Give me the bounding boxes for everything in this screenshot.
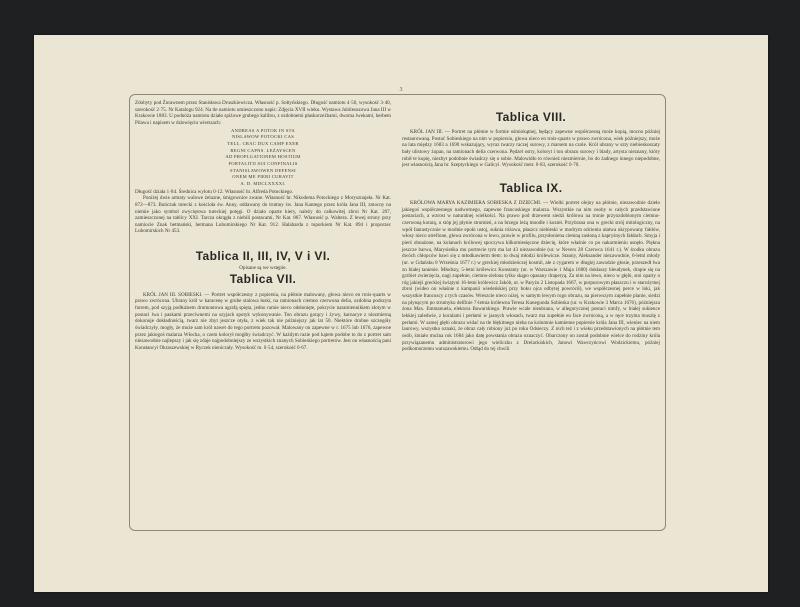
paragraph-tablica-9: KRÓLOWA MARYA KAZIMIERA SOBIESKA Z DZIECMI. — Wielki portret olejny na płótnie, niezawodnie dzieło jakiegoś współczesnego nadwornego, zapewne francuskiego malarza. Wszystkie na nim osoby w całych przedstawione postaciach, a wzrost w naturalnej wielkości. Na prawo pod drzewem siedzi królowa na tronie przyozdobionym ciemno-czerwoną kotarą, u stóp jej płynie strumień, a na brzegu leżą mnodle i kozieł. Przybrana ona w grecki strój mitologiczny, na wpół fantastycznie w modnie epoki ustoj, suknia różowa, płaszcz niebieski w modrym odcieniu ułatwa ukrypowany fałdów, włosy nieco utrefione, głowa zwrócona w lewo, prawie w profilu, przysłoniena ciemną zasłoną z kapryśnych fałdach. Smyja i pierś obnażone, na kolanach królowej spoczywa kilkomiesięczne dziecię, które właśnie co po nakarmieniu usnęło. Piękna jeszcze barwa, Marysieńka mu portrecie tym ma lat 43 niezawodnie (ur. w Nevers 28 Czerwca 1641 r.). W środku obrazu dwóch chłopców bawi się z młodkawierm tłem: to dwaj młodzi królewicze. Stanny, Aleksander niezawodnie, 6-letni młody (ur. w Gdańsku 8 Września 1677 r.) w greckiej młodzieńczej kosmii, ale z cygarem w długiej zawodzie głosie, przeszedł lwa zn białej tanienie. Młodszy, 5-letni królewicz Konstanty (ur. w Warszawie 1 Maja 1680) dokłaszy bleudynek, drapie się na grzbiet zwierzęcia, nagi zupełnie, ciemno-zielona tylko skąpo opasany draperyą. Za nim na lewo, nieco w głębi, stoi oparty o róg jakiejś greckiej świątyni 16-letni królewicz Jakób, ur. w Paryżu 2 Listopada 1667, w purpurowym płaszczu i w starożytnej zbroi (wideo on właśnie z kampanii wiedeńskiej przy boku ojca odbytej powrócił), we współczesnej perce w loki, jak wszystkie francuscy z tych czasów. Wreszcie nieco niżej, w samym lewym rogu obrazu, na pierwszym zupełnie planie, siedzi na płynącym po strumyku delfinie 7-letnia królewna Teresa Kunegunda Sobieska (ur. w Krakowie 3 Marca 1676), późniejsza żona Max. Emmanuela, elektora Bawarskiego. Prawie wcale nieubrana, w allegorycznej postaci nimfy, w białej sukience lekkiej zaledwie, z koralami i perłami w jasnych włosach, twarz ma zupełnie en face zwróconą, a w ręce trzyma muszlę z perłami. W samej głębi obrazu widać na tle błękitnego nieba na kolumnie kamienne popiersie króla Jana III, wieniec na niem laurowy, wszystko oznaki, że obraz cały robiony już po roku Odsieczy. Z nich też i z wieku przedstawionych na płótnie tem osób, śmiało można rok 1684 jako datę powstania obrazu oznaczyć. Obarczony on został podobnie wielce do rodziny króla przywiązanemu administratorowi jego wieliczku z Drelackiskich, Janowi Wawrzyńcowi Wodzickiemu, później podkomorzemu warszawskiemu. Odtąd do tej chwili	[402, 199, 660, 353]
right-column	[402, 102, 660, 353]
heading-tablica-9: Tablica IX.	[499, 180, 563, 195]
subheading-tablica-2-6: Opisane są we wstępie.	[239, 265, 287, 272]
page-number: 3	[399, 87, 403, 93]
inscription-line: FORTALITII SUI CONFINALIS	[228, 160, 298, 166]
paragraph-tablica-7: KRÓL JAN III. SOBIESKI. — Portret współczesny z popiersia, na płótnie malowany, głowa nieco en trois-quarts w prawo zwrócona. Ubrany król w karacenę w grube stalowa łuski, na ramionach ciemno czerwona delia, ozdobna podszyta futrem, pod szyją podłużnem drumontowa agrafą spięta, jedno ramie nieco odsłonięte, pokrycie naramiennikiem złotym w postaci lwa i paskami przeciwnemi na szyjach spotyk wykonywanie. Ton obrazu gorący i żywy, karnacye z niezmierną dokonuje dokładnością, twarz nie zbyt jeszcze otyła, z wiek tak nie późniejszy jak lat 50. Niektóre drobne szczegóły świadczyły, mogły, że może sam król nawet do tego portretu pozował. Malowany on zapewne w r. 1675 lub 1676, zapewne przez jakiegoś malarza Włocha, o czem kolorył mogłby świadczyć. W każdym razie pod kątem podobe to do z portret sam niezawodnie najlepszy i jak się zdaje najpodobniejszy ze wszystkich znanych Sobieskiego portretów. Jest on własnością pani Konstancyi Okraszewskiej w Ryczek nieniczały. Wysokość m. 0·54, szerokość 0·67.	[135, 291, 391, 352]
inscription-line: AD PROPLGATIONEM HOSTIUM	[225, 154, 301, 160]
inscription-line: ONEM ME FIERI CURAVIT	[232, 174, 294, 180]
paragraph-namiot: Zdobyty pod Żurawnem przez Stanisława Druszkiewicza. Własność p. Sołtyńskiego. Długość namiotu 4·50, wysokość 3·40, szerokość 2·75. Nr Katalogu 924. Na tle namiotu umieszczono napis: Zdjęcia XVII wieku. Wystawa Jubileuszowa Jana III w Krakowie 1883. U podnóża namiotu działo spiżowe grubego kalibru, z ozdobnemi płaskorzeźbami, dwoma lwekami, herbem Pilawa i napisem w dziewięciu wierszach:	[135, 100, 391, 126]
left-column	[135, 100, 391, 352]
inscription-line: TELL. CRAC DUX CAMP EXER	[227, 140, 299, 146]
heading-tablica-8: Tablica VIII.	[495, 110, 567, 124]
cannon-inscription	[135, 128, 391, 188]
paragraph-armaty: Poniżej dwie armaty walowe żelazne, śmigownice zwane. Własność hr. Nikodema Potockiego z Morysznajeła. Nr Kat. 872—873. Buńczuk turecki z kościoła św. Anny, oddawany do trumny św. Jana Kantego przez króla Jana III, zmocny na niemie jako symbol zwycięstwa tureckiej potęgi. O działo oparte kiery, należy do całkowitej zbroi Nr Kat. 207, zamieszczonej na tablicy XXI. Tarcza okrągła z niebili postacami, Nr Kat. 867. Własność p. Waltera. Z lewej strony przy namiocie Znak hetmański, hetmana Lubomirskiego Nr Kat. 912. Halabarda z toporkiem Nr Kat. 894 i proporzec Lubomirskich Nr 453.	[135, 195, 391, 235]
heading-tablica-2-6: Tablica II, III, IV, V i VI.	[195, 249, 331, 264]
inscription-line: A. D. MDCLXXXXI.	[240, 180, 286, 186]
inscription-line: ANDREAS A POTOK IN STA	[230, 127, 296, 133]
text-frame	[129, 94, 666, 531]
heading-tablica-7: Tablica VII.	[229, 271, 297, 286]
paragraph-dzialo: Długość działa 1·84. Średnica wylotu 0·12. Własność hr. Alfreda Potockiego.	[135, 188, 294, 195]
inscription-line: STANISLAWOWEN DEFENSI	[230, 167, 296, 173]
paragraph-tablica-8: KRÓL JAN III. — Portret na płótnie w formie ośmiokątnej, będący zapewne współczesną może kopią, mocno później restaurowaną. Postać Sobieskiego na nim w popiersiu, głowa nieco en trois-quarts w prawo zwrócona, wiek późniejszy, może na lata między 1683 a 1690 wskazujący, wyraz twarzy raczej surowy, z marsem na czole. Król ubrany w szty niebieskoszaty bały ulistowy żupan, na ramionach delia czerwona. Pędzel ostry, koloryt i ton obrazu surowy i blady, artysta nieznany, który robił te kopię, niezbyt podobnie świadczy się o sobie. Malowidło to również niezmiernie, bo do żadnego innego niepodobne, jest własnością Jana hr. Szeptyckiego w Galicyi. Wysokość metr. 0·83, szerokość 0·70.	[402, 129, 660, 169]
inscription-line: NISLAWOW POTOCKI CAS	[231, 134, 295, 140]
inscription-line: REGNI CAPNS. LEŻAYSCEN	[230, 147, 296, 153]
book-page	[34, 35, 768, 592]
